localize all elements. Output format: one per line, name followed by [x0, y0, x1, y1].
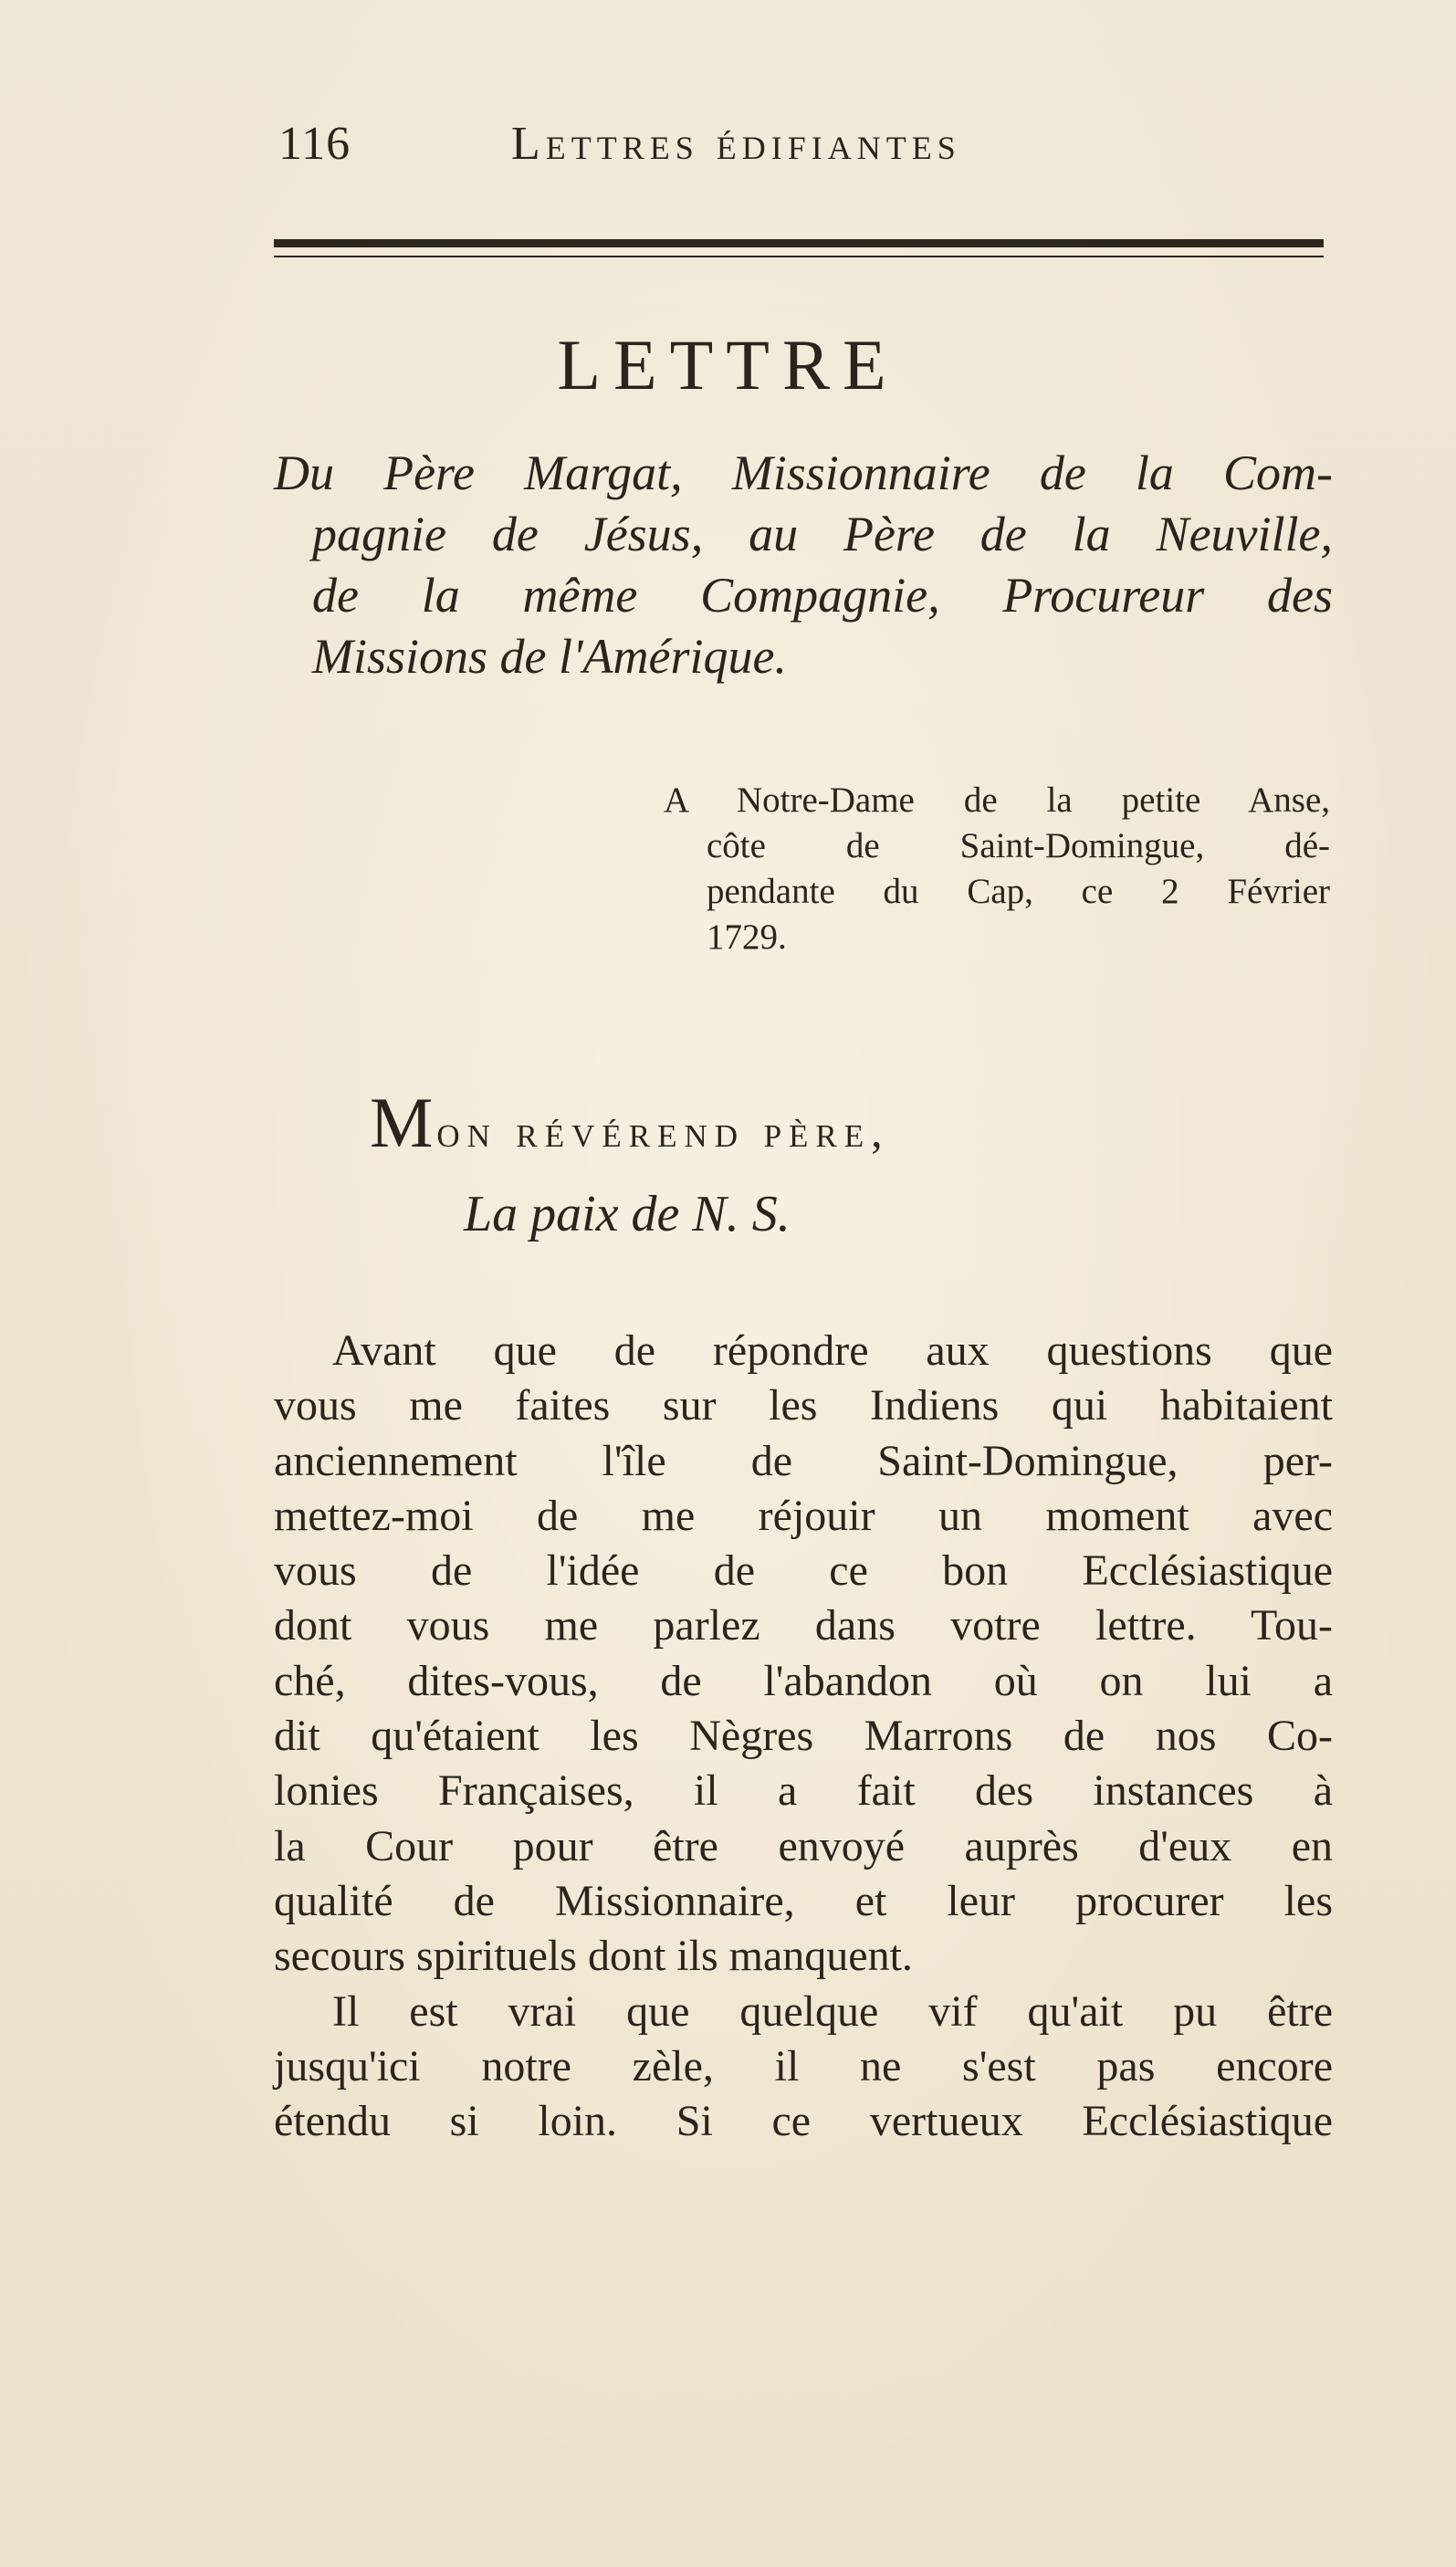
body-line: ché, dites-vous, de l'abandon où on lui a [274, 1656, 1333, 1705]
dateline [664, 778, 1330, 960]
body-line: Il est vrai que quelque vif qu'ait pu être [332, 1986, 1333, 2036]
body-line: jusqu'ici notre zèle, il ne s'est pas encore [274, 2041, 1333, 2090]
subtitle-line: de la même Compagnie, Procureur des [312, 568, 1333, 623]
body-line: qualité de Missionnaire, et leur procurer les [274, 1876, 1333, 1925]
page-number: 116 [278, 118, 351, 170]
peace-greeting: La paix de N. S. [464, 1186, 791, 1242]
body-line: Avant que de répondre aux questions que [332, 1326, 1333, 1375]
body-line: lonies Françaises, il a fait des instances à [274, 1766, 1333, 1816]
body-line: étendu si loin. Si ce vertueux Ecclésiastique [274, 2097, 1333, 2146]
dateline-line: 1729. [707, 917, 787, 957]
salutation-rest: on révérend père, [436, 1105, 890, 1157]
salutation [370, 1082, 890, 1164]
running-head [278, 117, 1328, 181]
dateline-line: pendante du Cap, ce 2 Février [707, 872, 1330, 911]
header-rule-thick [274, 239, 1324, 247]
letter-title: LETTRE [557, 325, 899, 404]
subtitle-line: pagnie de Jésus, au Père de la Neuville, [312, 507, 1333, 561]
running-title: Lettres édifiantes [511, 118, 961, 170]
salutation-initial: M [370, 1083, 437, 1162]
body-line: la Cour pour être envoyé auprès d'eux en [274, 1821, 1333, 1870]
body-line: secours spirituels dont ils manquent. [274, 1932, 913, 1981]
subtitle-line: Du Père Margat, Missionnaire de la Com- [274, 445, 1333, 500]
dateline-line: A Notre-Dame de la petite Anse, [664, 781, 1330, 820]
body-line: mettez-moi de me réjouir un moment avec [274, 1491, 1333, 1540]
header-rule-thin [274, 256, 1324, 257]
letter-subtitle [274, 443, 1333, 687]
body-line: dont vous me parlez dans votre lettre. Tou- [274, 1601, 1333, 1650]
body-line: vous me faites sur les Indiens qui habitaient [274, 1381, 1333, 1430]
dateline-line: côte de Saint-Domingue, dé- [707, 826, 1330, 865]
body-line: vous de l'idée de ce bon Ecclésiastique [274, 1546, 1333, 1596]
body-line: anciennement l'île de Saint-Domingue, per- [274, 1436, 1333, 1485]
subtitle-line: Missions de l'Amérique. [312, 629, 787, 684]
body-text [274, 1324, 1333, 2149]
body-line: dit qu'étaient les Nègres Marrons de nos Co- [274, 1712, 1333, 1761]
